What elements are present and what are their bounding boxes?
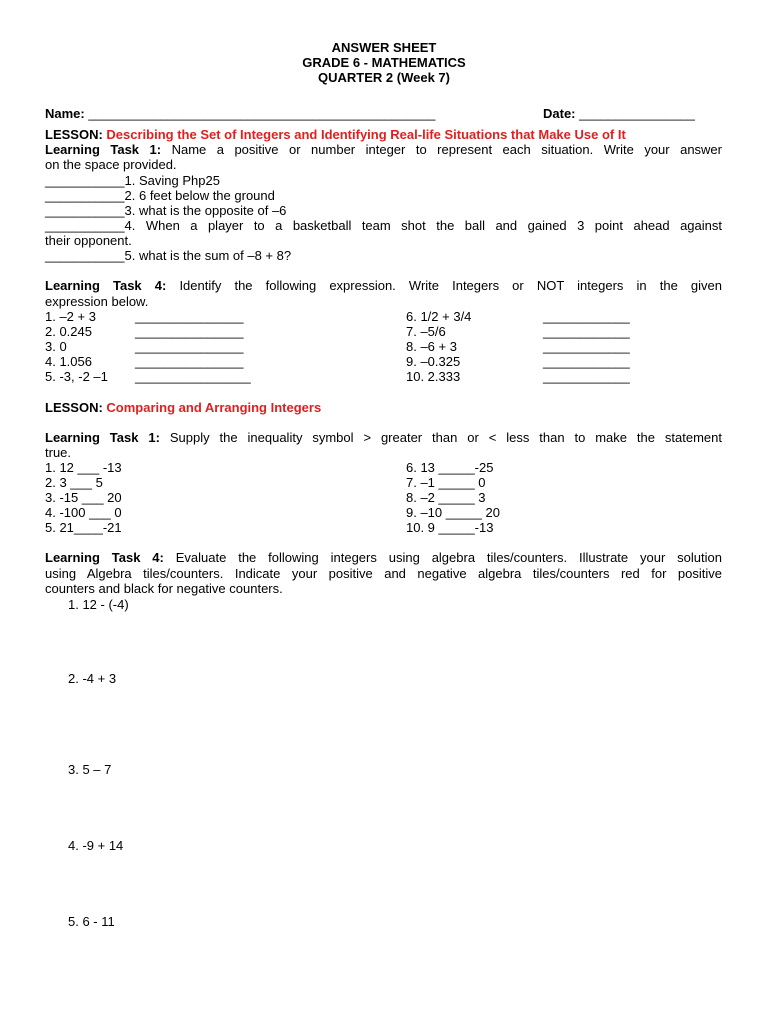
list-item: 5. -3, -2 –1 [45, 369, 108, 384]
list-item: 9. –0.325 [406, 354, 461, 369]
answer-blank[interactable]: ____________ [543, 369, 630, 384]
answer-blank[interactable]: ________________ [135, 369, 251, 384]
sheet-title: ANSWER SHEET [331, 40, 437, 55]
answer-blank[interactable]: _______________ [135, 324, 244, 339]
list-item: 1. 12 ___ -13 [45, 460, 122, 475]
expressions-right [406, 309, 471, 384]
name-row [45, 106, 435, 121]
name-label: Name: [45, 106, 85, 121]
answer-blank[interactable]: ____________ [543, 324, 630, 339]
list-item-cont: their opponent. [45, 233, 132, 248]
problem-5: 5. 6 - 11 [68, 914, 115, 929]
list-item: 4. 1.056 [45, 354, 92, 369]
lesson-2-task-4-instructions [45, 550, 722, 565]
answer-blank[interactable]: _______________ [135, 339, 244, 354]
task-text: Name a positive or number integer to represent each situation. Write your answer [171, 142, 722, 157]
task-text-cont: expression below. [45, 294, 149, 309]
list-item: 3. 0 [45, 339, 67, 354]
list-item: 7. –5/6 [406, 324, 446, 339]
lesson-1-task-4-instructions [45, 278, 722, 293]
list-item: 7. –1 _____ 0 [406, 475, 486, 490]
lesson-label: LESSON: [45, 400, 103, 415]
answer-blank[interactable]: ____________ [543, 309, 630, 324]
lesson-label: LESSON: [45, 127, 103, 142]
lesson-1-title: Describing the Set of Integers and Identifying Real-life Situations that Make Use of It [106, 127, 626, 142]
list-item: 4. -100 ___ 0 [45, 505, 122, 520]
answer-blank[interactable]: ____________ [543, 339, 630, 354]
quarter-week: QUARTER 2 (Week 7) [318, 70, 450, 85]
problem-3: 3. 5 – 7 [68, 762, 112, 777]
lesson-1-task-1-instructions [45, 142, 722, 157]
lesson-1-heading [45, 127, 626, 142]
list-item: 1. –2 + 3 [45, 309, 96, 324]
expressions-left-blanks [135, 309, 251, 384]
answer-blank[interactable]: ____________ [543, 354, 630, 369]
task-label: Learning Task 1: [45, 430, 160, 445]
problem-4: 4. -9 + 14 [68, 838, 124, 853]
date-label: Date: [543, 106, 576, 121]
list-item: ___________2. 6 feet below the ground [45, 188, 275, 203]
lesson-2-heading [45, 400, 321, 415]
answer-blank[interactable]: _______________ [135, 309, 244, 324]
inequalities-left [45, 460, 122, 535]
task-label: Learning Task 4: [45, 278, 167, 293]
task-text: Evaluate the following integers using algebra tiles/counters. Illustrate your solution [175, 550, 722, 565]
task-text-cont: using Algebra tiles/counters. Indicate your positive and negative algebra tiles/counters red for positive [45, 566, 722, 581]
expressions-right-blanks [543, 309, 630, 384]
problem-2: 2. -4 + 3 [68, 671, 117, 686]
name-blank[interactable]: ________________________________________________ [88, 106, 436, 121]
answer-blank[interactable]: _______________ [135, 354, 244, 369]
list-item: 9. –10 _____ 20 [406, 505, 500, 520]
list-item: 8. –2 _____ 3 [406, 490, 486, 505]
list-item: ___________4. When a player to a basketball team shot the ball and gained 3 point ahead against [45, 218, 722, 233]
task-text-cont: counters and black for negative counters. [45, 581, 283, 596]
list-item: 5. 21____-21 [45, 520, 122, 535]
list-item: 6. 13 _____-25 [406, 460, 494, 475]
list-item: ___________5. what is the sum of –8 + 8? [45, 248, 292, 263]
task-text: Supply the inequality symbol > greater than or < less than to make the statement [169, 430, 723, 445]
grade-subject: GRADE 6 - MATHEMATICS [302, 55, 466, 70]
list-item: 3. -15 ___ 20 [45, 490, 122, 505]
lesson-2-title: Comparing and Arranging Integers [106, 400, 322, 415]
task-text: Identify the following expression. Write Integers or NOT integers in the given [179, 278, 722, 293]
problem-1: 1. 12 - (-4) [68, 597, 129, 612]
list-item: 10. 9 _____-13 [406, 520, 494, 535]
task-label: Learning Task 1: [45, 142, 162, 157]
task-text-cont: true. [45, 445, 72, 460]
date-blank[interactable]: ________________ [579, 106, 695, 121]
expressions-left [45, 309, 108, 384]
date-row [543, 106, 695, 121]
list-item: 8. –6 + 3 [406, 339, 457, 354]
inequalities-right [406, 460, 500, 535]
task-text-cont: on the space provided. [45, 157, 177, 172]
list-item: 6. 1/2 + 3/4 [406, 309, 472, 324]
list-item: 2. 3 ___ 5 [45, 475, 103, 490]
lesson-2-task-1-instructions [45, 430, 722, 445]
list-item: 2. 0.245 [45, 324, 92, 339]
list-item: ___________3. what is the opposite of –6 [45, 203, 287, 218]
task-label: Learning Task 4: [45, 550, 164, 565]
list-item: 10. 2.333 [406, 369, 461, 384]
list-item: ___________1. Saving Php25 [45, 173, 220, 188]
